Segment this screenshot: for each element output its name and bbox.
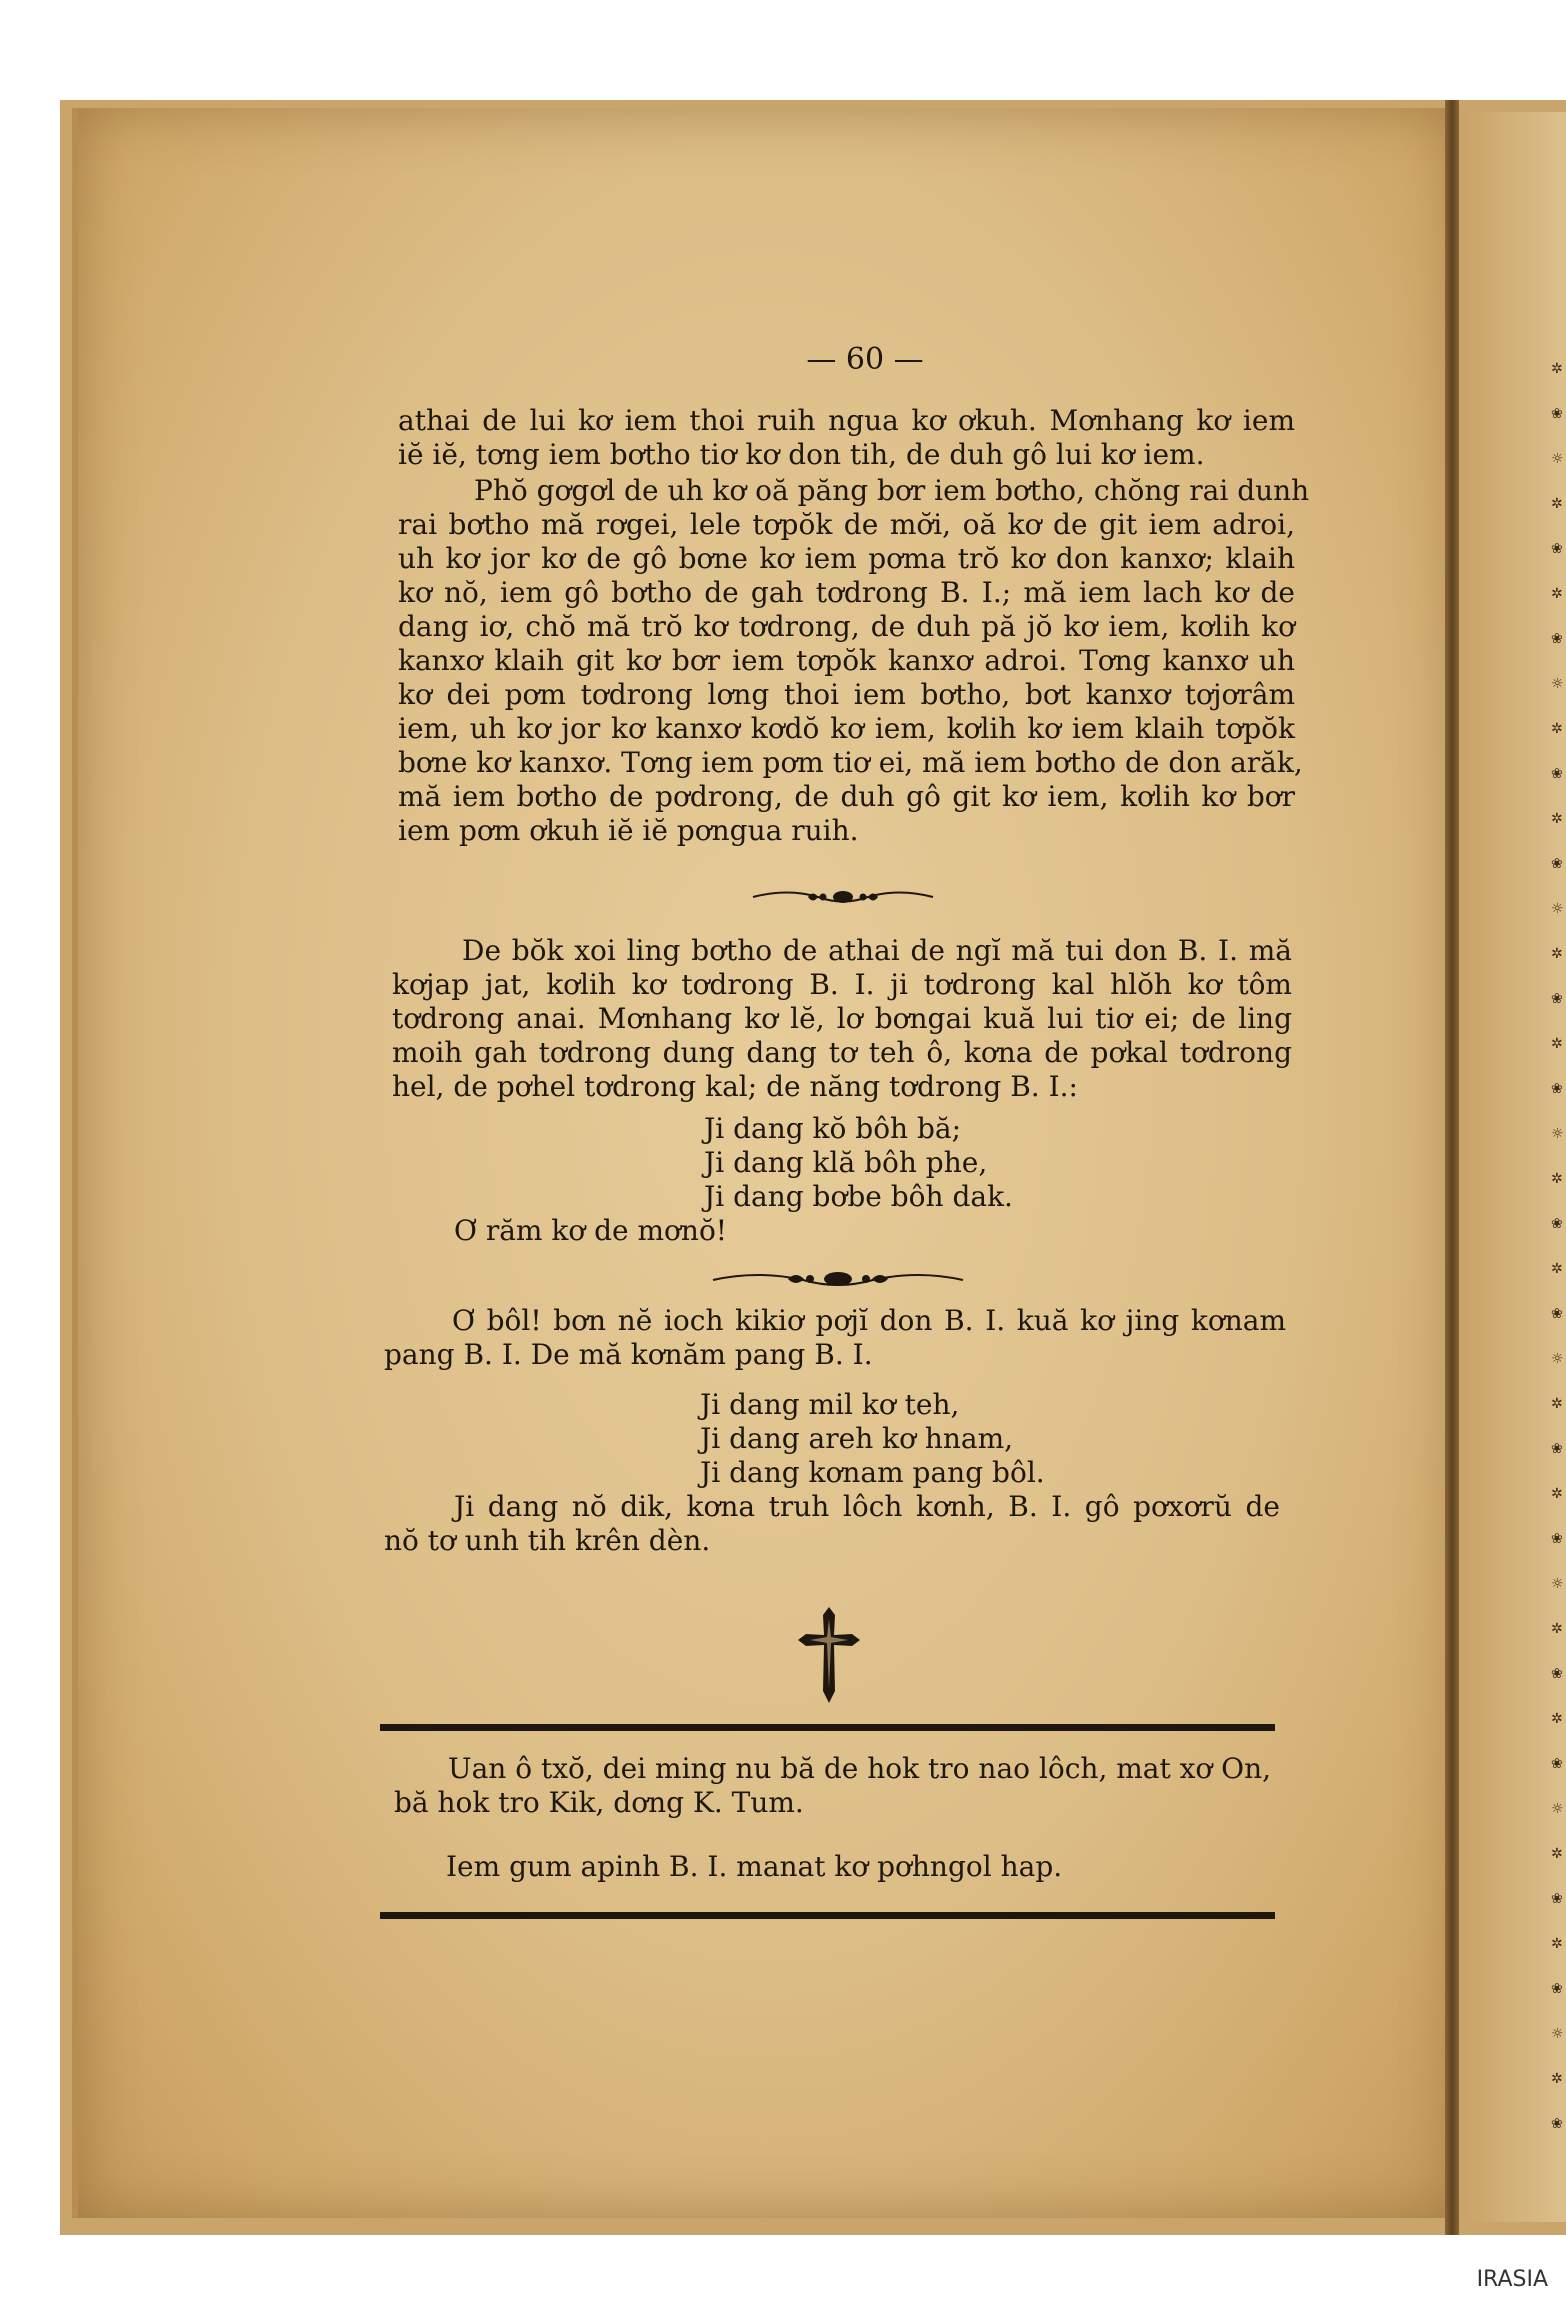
colophon-closing: Iem gum apinh B. I. manat kơ pơhngol hap. [446, 1850, 1063, 1883]
fleuron-ornament [708, 1268, 968, 1290]
page-number: — 60 — [806, 342, 924, 377]
margin-ornament: ✲ [1551, 1171, 1563, 1187]
text-line: Uan ô txŏ, dei ming nu bă de hok tro nao lôch, mat xơ On, [448, 1752, 1272, 1785]
text-line: rai bơtho mă rơgei, lele tơpŏk de mơ̆i, oă kơ de git iem adroi, [398, 508, 1295, 541]
text-line: kơjap jat, kơlih kơ tơdrong B. I. ji tơdrong kal hlŏh kơ tôm [392, 968, 1292, 1001]
margin-ornament: ❀ [1551, 1531, 1563, 1547]
verse-line: Ji dang kŏ bôh bă; [704, 1112, 962, 1145]
margin-ornament: ✲ [1551, 1036, 1563, 1052]
margin-ornament: ☼ [1551, 1351, 1564, 1367]
margin-ornament: ✲ [1551, 1711, 1563, 1727]
verse-2 [700, 1388, 1045, 1490]
text-line: tơdrong anai. Mơnhang kơ lĕ, lơ bơngai kuă lui tiơ ei; de ling [392, 1002, 1292, 1035]
text-line: Ơ bôl! bơn nĕ ioch kikiơ pơjĭ don B. I. kuă kơ jing kơnam [452, 1304, 1286, 1337]
cross-icon [796, 1605, 862, 1705]
verse-line: Ji dang klă bôh phe, [704, 1146, 988, 1179]
text-line: hel, de pơhel tơdrong kal; de năng tơdrong B. I.: [392, 1070, 1078, 1103]
margin-ornament: ❀ [1551, 766, 1563, 782]
paragraph-5 [384, 1490, 1280, 1558]
margin-ornament: ❀ [1551, 1891, 1563, 1907]
verse-line: Ji dang areh kơ hnam, [700, 1422, 1014, 1455]
margin-ornament: ❀ [1551, 856, 1563, 872]
margin-ornament: ✲ [1551, 721, 1563, 737]
facing-page-edge [1459, 112, 1566, 2222]
margin-ornament: ☼ [1551, 1576, 1564, 1592]
text-line: bơne kơ kanxơ. Tơng iem pơm tiơ ei, mă iem bơtho de don arăk, [398, 746, 1303, 779]
margin-ornament: ✲ [1551, 946, 1563, 962]
text-line: moih gah tơdrong dung dang tơ teh ô, kơna de pơkal tơdrong [392, 1036, 1292, 1069]
margin-ornament: ❀ [1551, 406, 1563, 422]
margin-ornament: ☼ [1551, 676, 1564, 692]
text-line: kanxơ klaih git kơ bơr iem tơpŏk kanxơ adroi. Tơng kanxơ uh [398, 644, 1295, 677]
margin-ornament: ❀ [1551, 991, 1563, 1007]
text-line: kơ nŏ, iem gô bơtho de gah tơdrong B. I.; mă iem lach kơ de [398, 576, 1295, 609]
margin-ornament: ❀ [1551, 2116, 1563, 2132]
margin-ornament: ✲ [1551, 1936, 1563, 1952]
margin-ornament: ✲ [1551, 1486, 1563, 1502]
top-rule [380, 1724, 1275, 1731]
margin-ornament: ✲ [1551, 1621, 1563, 1637]
margin-ornament: ☼ [1551, 1126, 1564, 1142]
margin-ornament: ❀ [1551, 631, 1563, 647]
margin-ornament: ❀ [1551, 541, 1563, 557]
margin-ornament: ❀ [1551, 1981, 1563, 1997]
margin-ornament: ☼ [1551, 1801, 1564, 1817]
book-gutter [1445, 100, 1459, 2235]
margin-ornament: ❀ [1551, 1081, 1563, 1097]
margin-ornament: ❀ [1551, 1666, 1563, 1682]
closing-line: Ơ răm kơ de mơnŏ! [454, 1214, 728, 1247]
verse-line: Ji dang mil kơ teh, [700, 1388, 960, 1421]
text-line: uh kơ jor kơ de gô bơne kơ iem pơma trŏ kơ don kanxơ; klaih [398, 542, 1295, 575]
text-line: nŏ tơ unh tih krên dèn. [384, 1524, 711, 1557]
margin-ornament: ❀ [1551, 1216, 1563, 1232]
text-line: bă hok tro Kik, dơng K. Tum. [394, 1786, 804, 1819]
text-line: Phŏ gơgơl de uh kơ oă păng bơr iem bơtho, chŏng rai dunh [474, 474, 1310, 507]
paragraph-3 [392, 934, 1292, 1104]
colophon [394, 1752, 1272, 1820]
bottom-rule [380, 1912, 1275, 1919]
verse-line: Ji dang kơnam pang bôl. [700, 1456, 1045, 1489]
text-line: De bŏk xoi ling bơtho de athai de ngĭ mă tui don B. I. mă [462, 934, 1292, 967]
text-line: iem, uh kơ jor kơ kanxơ kơdŏ kơ iem, kơlih kơ iem klaih tơpŏk [398, 712, 1295, 745]
verse-1 [704, 1112, 1013, 1214]
text-line: mă iem bơtho de pơdrong, de duh gô git kơ iem, kơlih kơ bơr [398, 780, 1295, 813]
margin-ornament: ☼ [1551, 2026, 1564, 2042]
text-line: kơ dei pơm tơdrong lơng thoi iem bơtho, bơt kanxơ tơjơrâm [398, 678, 1295, 711]
margin-ornament: ✲ [1551, 1396, 1563, 1412]
paragraph-2 [398, 474, 1310, 848]
margin-ornament: ❀ [1551, 1306, 1563, 1322]
verse-line: Ji dang bơbe bôh dak. [704, 1180, 1013, 1213]
text-line: Ji dang nŏ dik, kơna truh lôch kơnh, B. I. gô pơxơrŭ de [454, 1490, 1280, 1523]
paragraph-4 [384, 1304, 1286, 1372]
credit-label: IRASIA [1476, 2267, 1548, 2292]
margin-ornament: ☼ [1551, 901, 1564, 917]
text-line: dang iơ, chŏ mă trŏ kơ tơdrong, de duh pă jŏ kơ iem, kơlih kơ [398, 610, 1295, 643]
paragraph-1 [398, 404, 1295, 472]
margin-ornament: ✲ [1551, 2071, 1563, 2087]
margin-ornament: ✲ [1551, 586, 1563, 602]
margin-ornament: ❀ [1551, 1756, 1563, 1772]
margin-ornament: ❀ [1551, 1441, 1563, 1457]
fleuron-ornament [748, 886, 938, 908]
margin-ornament: ✲ [1551, 361, 1563, 377]
margin-ornament: ✲ [1551, 496, 1563, 512]
margin-ornament: ✲ [1551, 1261, 1563, 1277]
text-line: iem pơm ơkuh iĕ iĕ pơngua ruih. [398, 814, 859, 847]
text-line: pang B. I. De mă kơnăm pang B. I. [384, 1338, 873, 1371]
text-line: athai de lui kơ iem thoi ruih ngua kơ ơkuh. Mơnhang kơ iem [398, 404, 1295, 437]
margin-ornament: ☼ [1551, 451, 1564, 467]
margin-ornament: ✲ [1551, 811, 1563, 827]
margin-ornament: ✲ [1551, 1846, 1563, 1862]
text-line: iĕ iĕ, tơng iem bơtho tiơ kơ don tih, de duh gô lui kơ iem. [398, 438, 1205, 471]
